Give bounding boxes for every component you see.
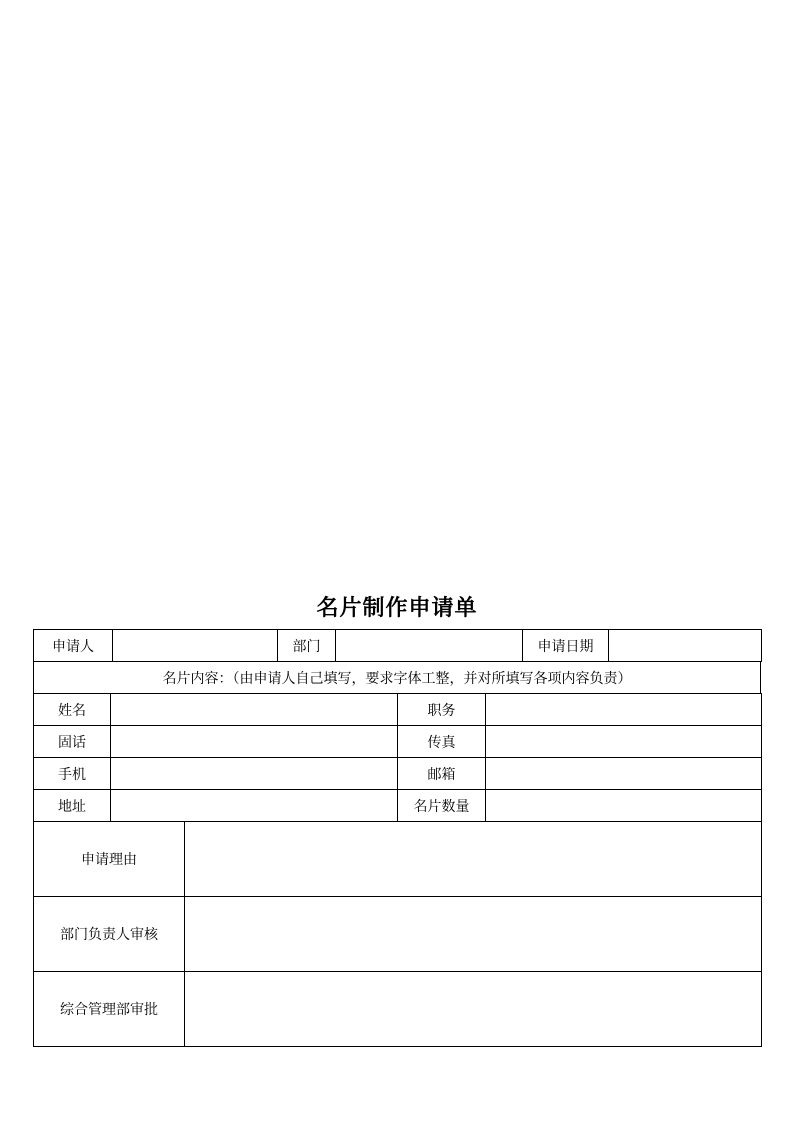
applicant-field[interactable] (113, 630, 278, 662)
department-field[interactable] (336, 630, 523, 662)
apply-date-label: 申请日期 (523, 630, 609, 662)
email-label: 邮箱 (398, 758, 486, 790)
name-field[interactable] (111, 694, 398, 726)
content-note: 名片内容：（由申请人自己填写，要求字体工整，并对所填写各项内容负责） (34, 662, 761, 694)
application-form-2 (33, 592, 761, 1047)
landline-label: 固话 (34, 726, 111, 758)
mobile-label: 手机 (34, 758, 111, 790)
content-note-table (33, 661, 761, 694)
mobile-field[interactable] (111, 758, 398, 790)
position-field[interactable] (486, 694, 762, 726)
address-field[interactable] (111, 790, 398, 822)
header-row-table (33, 629, 762, 662)
admin-approval-label: 综合管理部审批 (34, 972, 185, 1047)
landline-field[interactable] (111, 726, 398, 758)
form-title: 名片制作申请单 (316, 596, 478, 621)
fax-field[interactable] (486, 726, 762, 758)
department-label: 部门 (278, 630, 336, 662)
reason-label: 申请理由 (34, 822, 185, 897)
name-label: 姓名 (34, 694, 111, 726)
admin-approval-field[interactable] (185, 972, 762, 1047)
email-field[interactable] (486, 758, 762, 790)
reason-field[interactable] (185, 822, 762, 897)
applicant-label: 申请人 (34, 630, 113, 662)
card-quantity-label: 名片数量 (398, 790, 486, 822)
sections-table (33, 821, 762, 1047)
position-label: 职务 (398, 694, 486, 726)
card-quantity-field[interactable] (486, 790, 762, 822)
address-label: 地址 (34, 790, 111, 822)
fax-label: 传真 (398, 726, 486, 758)
apply-date-field[interactable] (609, 630, 762, 662)
dept-review-label: 部门负责人审核 (34, 897, 185, 972)
dept-review-field[interactable] (185, 897, 762, 972)
fields-table (33, 693, 762, 822)
